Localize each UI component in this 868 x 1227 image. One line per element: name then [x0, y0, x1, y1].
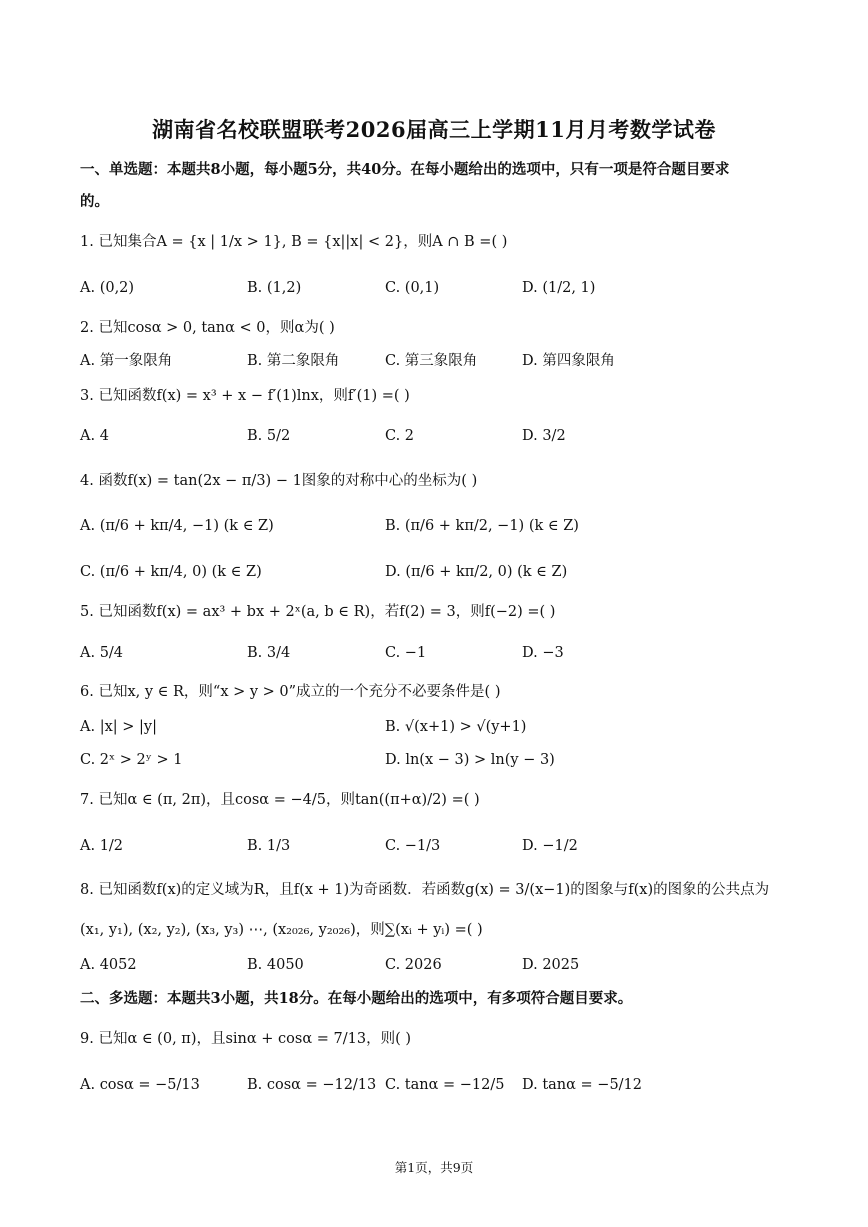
q6-option-c: C. 2ˣ > 2ʸ > 1 [80, 752, 183, 768]
q1-option-c: C. (0,1) [385, 280, 440, 296]
q2-stem: 2. 已知cosα > 0, tanα < 0，则α为( ) [80, 320, 335, 336]
q7-option-d: D. −1/2 [522, 838, 578, 854]
q8-option-a: A. 4052 [80, 957, 137, 973]
q3-option-a: A. 4 [80, 428, 109, 444]
q6-option-b: B. √(x+1) > √(y+1) [385, 719, 527, 735]
q3-option-b: B. 5/2 [247, 428, 291, 444]
q3-option-c: C. 2 [385, 428, 415, 444]
q8-option-c: C. 2026 [385, 957, 442, 973]
q9-option-d: D. tanα = −5/12 [522, 1077, 643, 1093]
q1-option-d: D. (1/2, 1) [522, 280, 596, 296]
q2-option-c: C. 第三象限角 [385, 353, 478, 369]
q2-option-a: A. 第一象限角 [80, 353, 173, 369]
q2-option-b: B. 第二象限角 [247, 353, 340, 369]
q4-option-d: D. (π/6 + kπ/2, 0) (k ∈ Z) [385, 564, 568, 580]
section1-heading-cont: 的。 [80, 193, 109, 210]
q3-stem: 3. 已知函数f(x) = x³ + x − f′(1)lnx，则f′(1) =( ) [80, 388, 410, 404]
q7-option-a: A. 1/2 [80, 838, 124, 854]
q2-option-d: D. 第四象限角 [522, 353, 615, 369]
q1-option-b: B. (1,2) [247, 280, 302, 296]
q9-stem: 9. 已知α ∈ (0, π)，且sinα + cosα = 7/13，则( ) [80, 1031, 411, 1047]
q6-option-d: D. ln(x − 3) > ln(y − 3) [385, 752, 555, 768]
page-title: 湖南省名校联盟联考2026届高三上学期11月月考数学试卷 [152, 117, 716, 142]
q1-stem: 1. 已知集合A = {x | 1/x > 1}, B = {x||x| < 2}，则A ∩ B =( ) [80, 234, 508, 250]
q4-option-b: B. (π/6 + kπ/2, −1) (k ∈ Z) [385, 518, 579, 534]
q4-option-a: A. (π/6 + kπ/4, −1) (k ∈ Z) [80, 518, 274, 534]
q6-option-a: A. |x| > |y| [80, 719, 157, 735]
q3-option-d: D. 3/2 [522, 428, 566, 444]
q5-option-b: B. 3/4 [247, 645, 291, 661]
q1-option-a: A. (0,2) [80, 280, 135, 296]
page-footer: 第1页，共9页 [394, 1160, 474, 1175]
q8-stem-line1: 8. 已知函数f(x)的定义域为R，且f(x + 1)为奇函数．若函数g(x) = 3/(x−1)的图象与f(x)的图象的公共点为 [80, 882, 770, 898]
q8-stem-line2: (x₁, y₁), (x₂, y₂), (x₃, y₃) ⋯, (x₂₀₂₆, y₂₀₂₆)，则∑(xᵢ + yᵢ) =( ) [80, 922, 483, 938]
q6-stem: 6. 已知x, y ∈ R，则“x > y > 0”成立的一个充分不必要条件是( ) [80, 684, 501, 700]
q5-option-d: D. −3 [522, 645, 564, 661]
q7-option-c: C. −1/3 [385, 838, 441, 854]
q7-stem: 7. 已知α ∈ (π, 2π)，且cosα = −4/5，则tan((π+α)/2) =( ) [80, 792, 480, 808]
section2-heading: 二、多选题：本题共3小题，共18分。在每小题给出的选项中，有多项符合题目要求。 [80, 990, 633, 1007]
q7-option-b: B. 1/3 [247, 838, 291, 854]
q8-option-b: B. 4050 [247, 957, 304, 973]
q9-option-b: B. cosα = −12/13 [247, 1077, 377, 1093]
q9-option-c: C. tanα = −12/5 [385, 1077, 505, 1093]
q5-option-a: A. 5/4 [80, 645, 124, 661]
q5-stem: 5. 已知函数f(x) = ax³ + bx + 2ˣ(a, b ∈ R)，若f(2) = 3，则f(−2) =( ) [80, 604, 556, 620]
q4-option-c: C. (π/6 + kπ/4, 0) (k ∈ Z) [80, 564, 262, 580]
q4-stem: 4. 函数f(x) = tan(2x − π/3) − 1图象的对称中心的坐标为( ) [80, 473, 478, 489]
section1-heading: 一、单选题：本题共8小题，每小题5分，共40分。在每小题给出的选项中，只有一项是符合题目要求 [80, 161, 730, 178]
q9-option-a: A. cosα = −5/13 [80, 1077, 200, 1093]
q5-option-c: C. −1 [385, 645, 427, 661]
q8-option-d: D. 2025 [522, 957, 580, 973]
